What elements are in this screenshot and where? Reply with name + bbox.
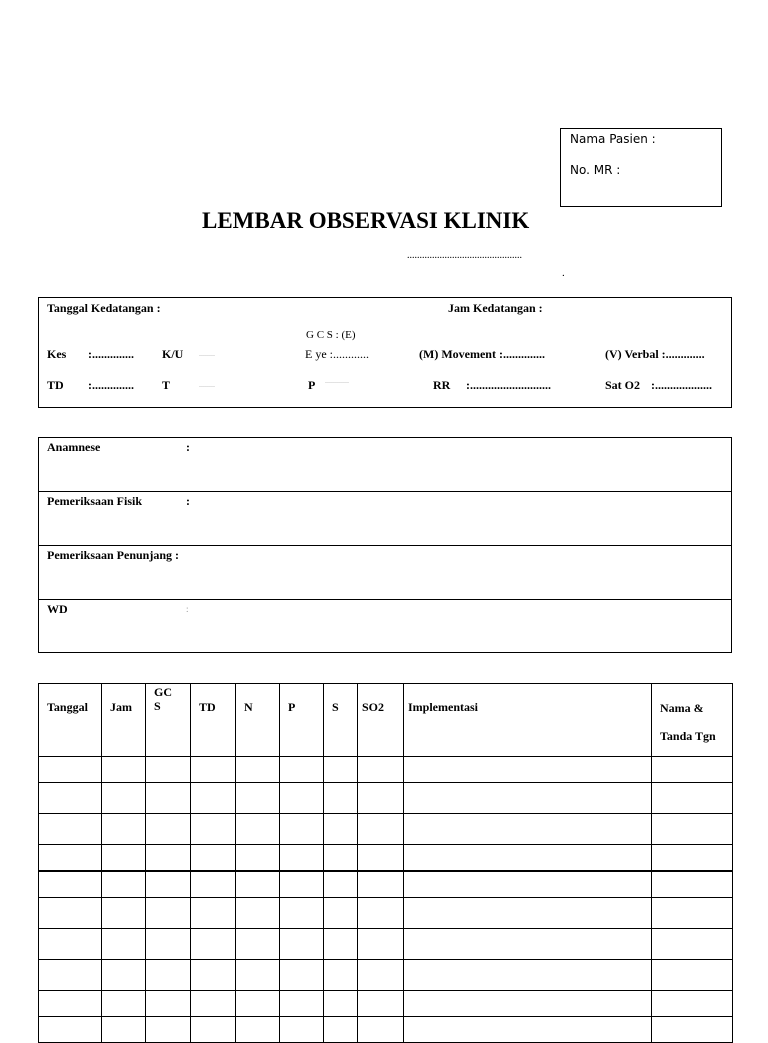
col-n: N	[236, 684, 280, 757]
examination-section	[38, 437, 732, 653]
sat-o2-value: :...................	[651, 378, 712, 392]
physical-exam-row	[39, 491, 731, 544]
rr-label: RR	[433, 378, 451, 392]
kes-value: :..............	[88, 347, 134, 361]
medical-record-label: No. MR :	[570, 163, 621, 177]
td-value: :..............	[88, 378, 134, 392]
kes-label: Kes	[47, 347, 67, 361]
col-gcs: GC S	[146, 684, 191, 757]
col-so2: SO2	[358, 684, 404, 757]
anamnese-colon: :	[186, 440, 190, 454]
wd-label: WD	[47, 602, 68, 616]
table-row	[39, 991, 733, 1017]
supporting-exam-row	[39, 545, 731, 598]
physical-exam-colon: :	[186, 494, 190, 508]
col-implementasi: Implementasi	[404, 684, 652, 757]
table-row	[39, 783, 733, 814]
patient-id-box	[560, 128, 722, 207]
movement-label: (M) Movement :..............	[419, 347, 545, 361]
ku-value-line: ‥‥‥‥	[199, 352, 216, 358]
patient-name-label: Nama Pasien :	[570, 132, 656, 146]
anamnese-label: Anamnese	[47, 440, 101, 454]
table-row	[39, 845, 733, 872]
table-row	[39, 814, 733, 845]
pulse-value-line: ‥‥‥‥‥‥	[325, 379, 350, 385]
col-s: S	[324, 684, 358, 757]
sat-o2-label: Sat O2	[605, 378, 641, 392]
table-row	[39, 929, 733, 960]
col-nama-tanda: Nama & Tanda Tgn	[652, 684, 733, 757]
eye-label: E ye :............	[305, 347, 369, 361]
arrival-time-label: Jam Kedatangan :	[448, 301, 543, 315]
table-row	[39, 960, 733, 991]
physical-exam-label: Pemeriksaan Fisik	[47, 494, 142, 508]
wd-row	[39, 599, 731, 652]
table-row	[39, 757, 733, 783]
temperature-value-line: ‥‥‥‥	[199, 383, 216, 389]
table-row	[39, 1017, 733, 1043]
table-row	[39, 871, 733, 898]
pulse-label: P	[308, 378, 316, 392]
observation-table	[38, 683, 733, 1043]
wd-colon: :	[186, 604, 189, 614]
table-row	[39, 898, 733, 929]
ku-label: K/U	[162, 347, 184, 361]
supporting-exam-label: Pemeriksaan Penunjang :	[47, 548, 179, 562]
gcs-label: G C S : (E)	[306, 329, 356, 341]
rr-value: :...........................	[466, 378, 551, 392]
col-tanggal: Tanggal	[39, 684, 102, 757]
signature-dotted-line: ..............................................	[407, 250, 522, 261]
anamnese-row	[39, 438, 731, 491]
verbal-label: (V) Verbal :.............	[605, 347, 705, 361]
temperature-label: T	[162, 378, 171, 392]
table-header-row	[39, 684, 733, 757]
vitals-section	[38, 297, 732, 408]
col-td: TD	[191, 684, 236, 757]
dot-mark: .	[562, 267, 565, 279]
td-label: TD	[47, 378, 64, 392]
col-p: P	[280, 684, 324, 757]
col-jam: Jam	[102, 684, 146, 757]
form-title: LEMBAR OBSERVASI KLINIK	[202, 208, 530, 233]
arrival-date-label: Tanggal Kedatangan :	[47, 301, 161, 315]
